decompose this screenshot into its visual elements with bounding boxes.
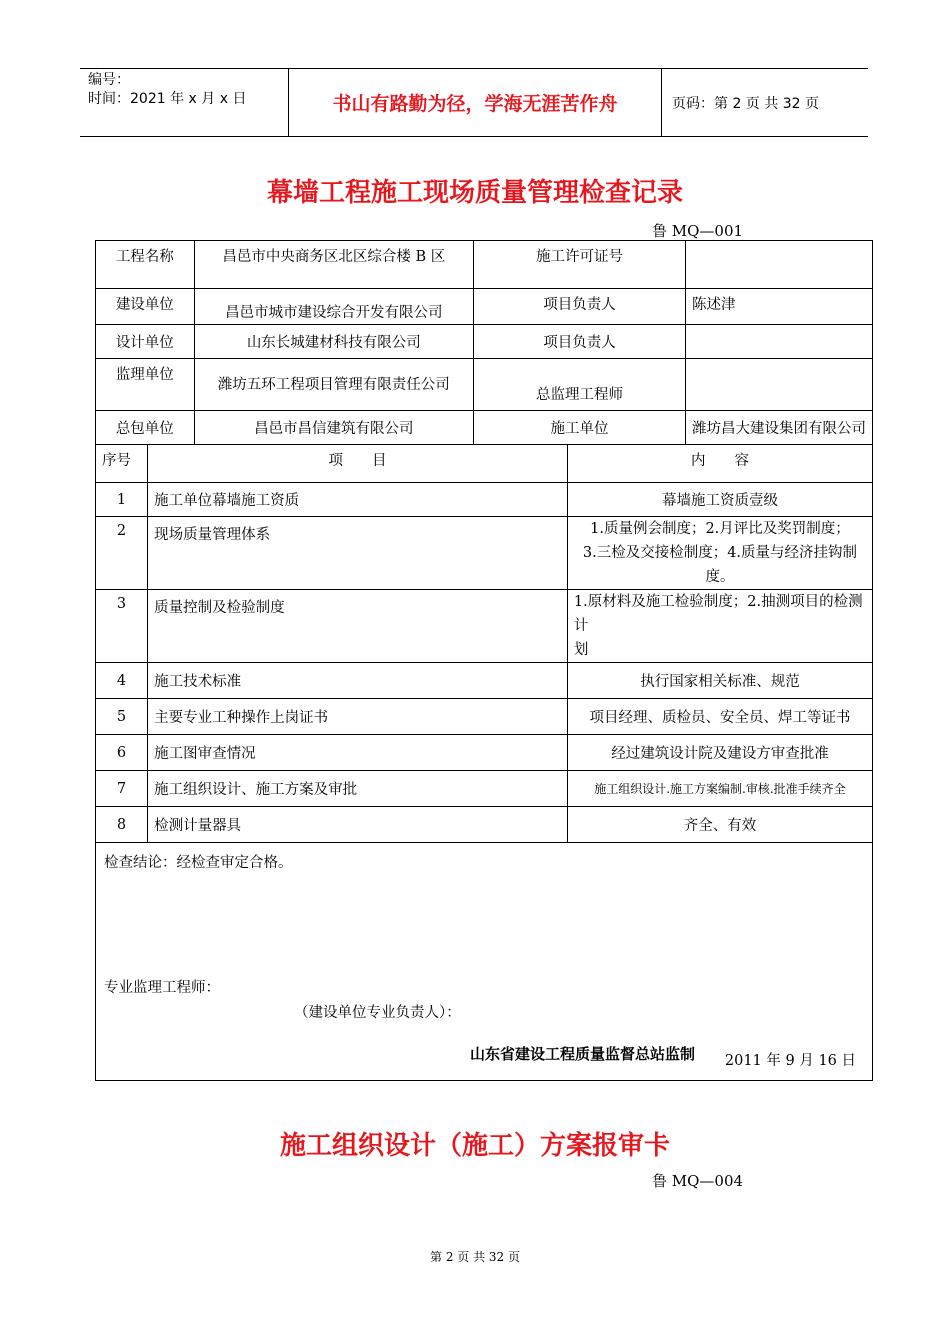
form1-code: 鲁 MQ—001: [652, 222, 744, 240]
table-row: [96, 735, 873, 771]
item-name: 主要专业工种操作上岗证书: [148, 699, 568, 735]
item-no: 4: [96, 663, 148, 699]
table-row: [96, 699, 873, 735]
item-content: 齐全、有效: [567, 807, 872, 843]
info-row: [96, 289, 873, 325]
time-label: 时间：2021 年 x 月 x 日: [88, 91, 247, 107]
info-value: [685, 359, 872, 411]
item-content: [567, 590, 872, 663]
info-value: 陈述津: [685, 289, 872, 325]
page-footer: 第 2 页 共 32 页: [430, 1250, 520, 1264]
item-no: 7: [96, 771, 148, 807]
conclusion-text: 检查结论：经检查审定合格。: [104, 855, 293, 871]
item-name: 现场质量管理体系: [148, 517, 568, 590]
issuer-label: 山东省建设工程质量监督总站监制: [470, 1045, 696, 1063]
info-row: [96, 325, 873, 359]
owner-rep-label: （建设单位专业负责人）：: [294, 1005, 461, 1021]
item-content: 执行国家相关标准、规范: [567, 663, 872, 699]
sign-date: 2011 年 9 月 16 日: [724, 1053, 856, 1069]
col-header-content: 内 容: [567, 445, 872, 483]
item-content-line: 3.三检及交接检制度；4.质量与经济挂钩制度。: [582, 545, 858, 585]
table-row: [96, 517, 873, 590]
form1-title: 幕墙工程施工现场质量管理检查记录: [266, 178, 683, 208]
number-label: 编号：: [88, 72, 130, 88]
info-row: [96, 241, 873, 289]
item-no: 5: [96, 699, 148, 735]
item-content-line: 划: [573, 642, 589, 658]
inspection-table: [95, 240, 873, 1081]
item-no: 8: [96, 807, 148, 843]
info-label: 监理单位: [96, 359, 195, 411]
info-value: 潍坊昌大建设集团有限公司: [685, 411, 872, 445]
header-meta: [80, 69, 288, 136]
info-value: 山东长城建材科技有限公司: [194, 325, 473, 359]
item-no: 2: [96, 517, 148, 590]
info-label: 总包单位: [96, 411, 195, 445]
item-name: 质量控制及检验制度: [148, 590, 568, 663]
info-label: 项目负责人: [473, 325, 685, 359]
item-content: 经过建筑设计院及建设方审查批准: [567, 735, 872, 771]
header-motto: 书山有路勤为径，学海无涯苦作舟: [288, 69, 662, 136]
item-content-line: 1.原材料及施工检验制度；2.抽测项目的检测计: [573, 594, 863, 634]
item-name: 施工技术标准: [148, 663, 568, 699]
table-row: [96, 483, 873, 517]
supervisor-label: 专业监理工程师：: [104, 980, 220, 996]
info-row: [96, 411, 873, 445]
item-content: 项目经理、质检员、安全员、焊工等证书: [567, 699, 872, 735]
items-header-row: [96, 445, 873, 483]
item-content: 施工组织设计.施工方案编制.审核.批准手续齐全: [567, 771, 872, 807]
info-label: 施工许可证号: [473, 241, 685, 289]
col-header-no: 序号: [96, 445, 148, 483]
page-header: [80, 68, 868, 137]
col-header-item: 项 目: [148, 445, 568, 483]
info-value: 昌邑市城市建设综合开发有限公司: [194, 289, 473, 325]
item-no: 3: [96, 590, 148, 663]
info-label: 施工单位: [473, 411, 685, 445]
info-row: [96, 359, 873, 411]
info-label: 建设单位: [96, 289, 195, 325]
item-content: [567, 517, 872, 590]
item-no: 6: [96, 735, 148, 771]
info-label: 工程名称: [96, 241, 195, 289]
item-name: 施工图审查情况: [148, 735, 568, 771]
info-value: 潍坊五环工程项目管理有限责任公司: [194, 359, 473, 411]
item-content-line: 1.质量例会制度；2.月评比及奖罚制度；: [590, 521, 850, 537]
info-label: 设计单位: [96, 325, 195, 359]
info-label: 项目负责人: [473, 289, 685, 325]
header-page-info: 页码：第 2 页 共 32 页: [672, 95, 819, 112]
item-name: 施工组织设计、施工方案及审批: [148, 771, 568, 807]
table-row: [96, 590, 873, 663]
item-content: 幕墙施工资质壹级: [567, 483, 872, 517]
item-no: 1: [96, 483, 148, 517]
info-label: 总监理工程师: [473, 359, 685, 411]
info-value: 昌邑市昌信建筑有限公司: [194, 411, 473, 445]
table-row: [96, 807, 873, 843]
item-name: 检测计量器具: [148, 807, 568, 843]
info-value: 昌邑市中央商务区北区综合楼 B 区: [194, 241, 473, 289]
form2-code: 鲁 MQ—004: [652, 1172, 744, 1190]
info-value: [685, 325, 872, 359]
item-name: 施工单位幕墙施工资质: [148, 483, 568, 517]
table-row: [96, 771, 873, 807]
table-row: [96, 663, 873, 699]
form2-title: 施工组织设计（施工）方案报审卡: [279, 1131, 670, 1161]
info-value: [685, 241, 872, 289]
